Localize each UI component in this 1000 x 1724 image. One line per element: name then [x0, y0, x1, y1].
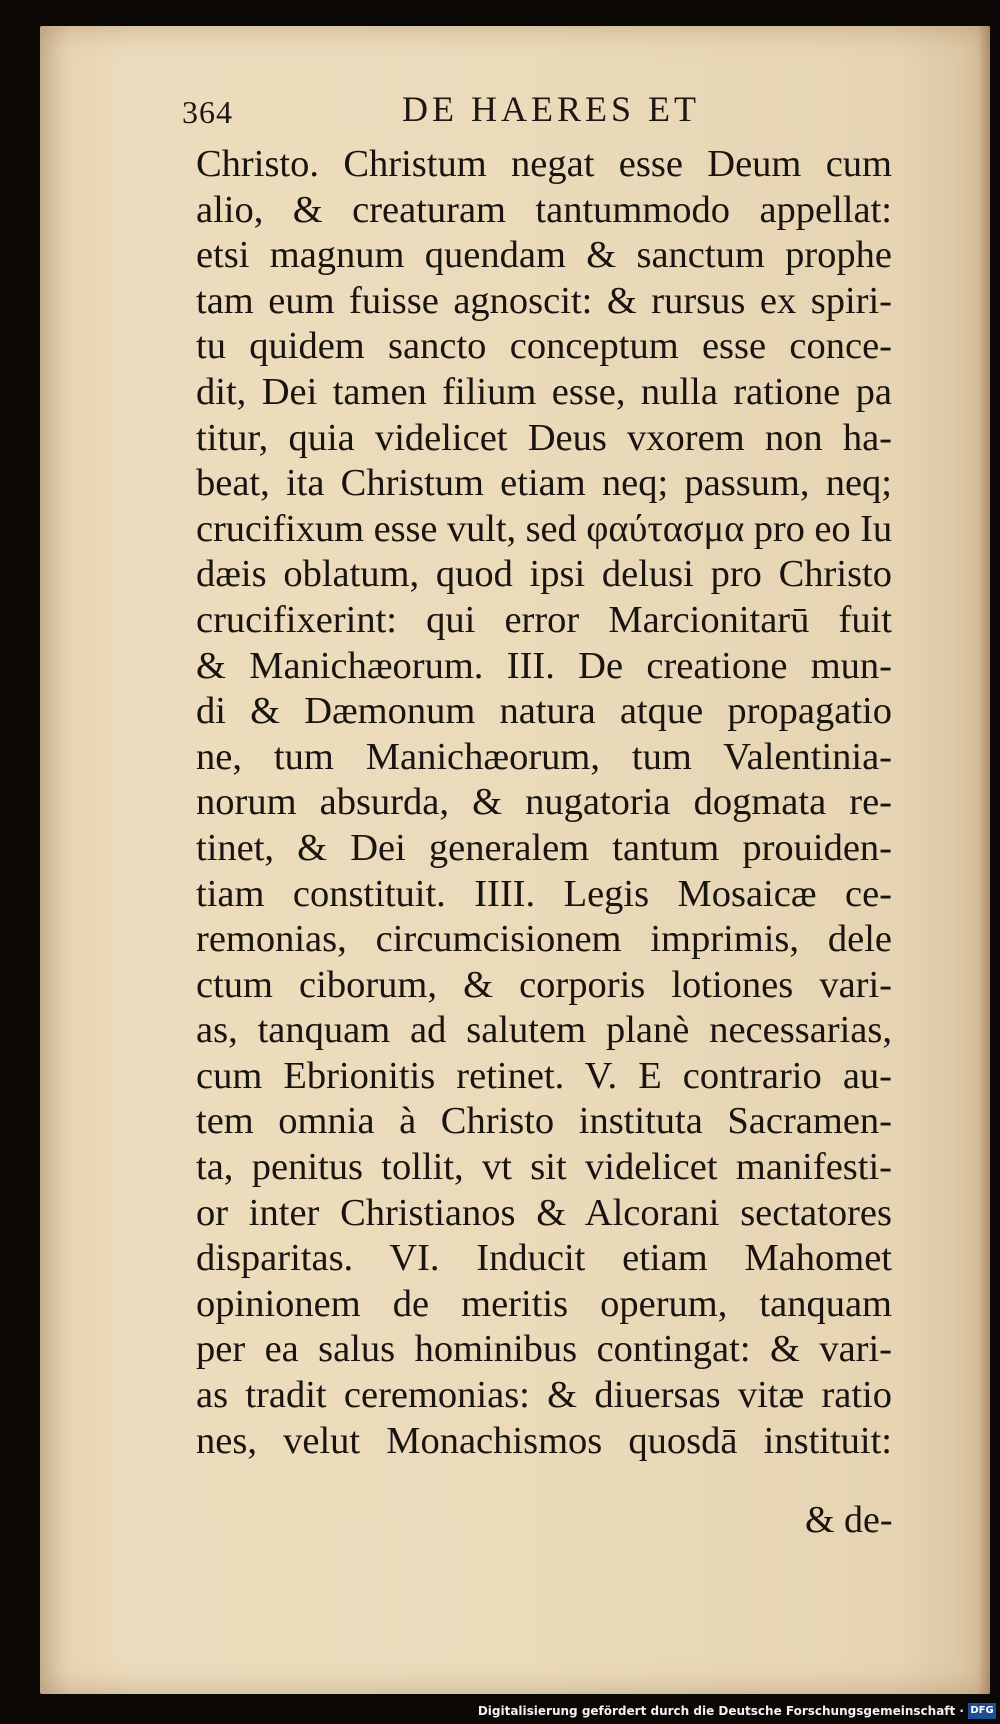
- text-line: tinet, & Dei generalem tantum prouiden-: [196, 826, 892, 869]
- text-line: tem omnia à Christo instituta Sacramen-: [196, 1100, 892, 1143]
- text-line: etsi magnum quendam & sanctum prophe: [196, 234, 892, 277]
- text-line: norum absurda, & nugatoria dogmata re-: [196, 781, 892, 824]
- text-line: ta, penitus tollit, vt sit videlicet manifesti-: [196, 1146, 892, 1189]
- page-header: [182, 86, 742, 136]
- text-line: ctum ciborum, & corporis lotiones vari-: [196, 963, 892, 1006]
- text-line: crucifixum esse vult, sed φαύτασμα pro eo Iu: [196, 507, 892, 550]
- text-line: disparitas. VI. Inducit etiam Mahomet: [196, 1237, 892, 1280]
- text-line: dæis oblatum, quod ipsi delusi pro Christo: [196, 553, 892, 596]
- text-line: as, tanquam ad salutem planè necessarias,: [196, 1009, 892, 1052]
- page-number: 364: [182, 94, 233, 130]
- text-line: dit, Dei tamen filium esse, nulla ratione pa: [196, 370, 892, 413]
- text-line: beat, ita Christum etiam neq; passum, neq;: [196, 462, 892, 505]
- text-line: tu quidem sancto conceptum esse conce-: [196, 325, 892, 368]
- page-edge: [978, 26, 990, 1694]
- digitization-credit: Digitalisierung gefördert durch die Deutsche Forschungsgemeinschaft ·: [477, 1704, 964, 1718]
- running-head: DE HAERES ET: [402, 89, 700, 129]
- text-line: Christo. Christum negat esse Deum cum: [196, 143, 892, 185]
- body-text: [196, 142, 892, 1464]
- text-line: alio, & creaturam tantummodo appellat:: [196, 188, 892, 231]
- text-line: ne, tum Manichæorum, tum Valentinia-: [196, 735, 892, 778]
- text-line: per ea salus hominibus contingat: & vari-: [196, 1328, 892, 1371]
- text-line: crucifixerint: qui error Marcionitarū fuit: [196, 598, 892, 641]
- text-line: remonias, circumcisionem imprimis, dele: [196, 918, 892, 961]
- text-line: nes, velut Monachismos quosdā instituit:: [196, 1419, 892, 1462]
- text-line: tam eum fuisse agnoscit: & rursus ex spiri-: [196, 279, 892, 322]
- catchword: & de-: [805, 1499, 893, 1541]
- text-line: cum Ebrionitis retinet. V. E contrario au-: [196, 1054, 892, 1097]
- footer-bar: [0, 1700, 1000, 1724]
- dfg-logo: DFG: [968, 1703, 996, 1719]
- text-line: opinionem de meritis operum, tanquam: [196, 1282, 892, 1325]
- text-line: as tradit ceremonias: & diuersas vitæ ratio: [196, 1374, 892, 1417]
- text-line: or inter Christianos & Alcorani sectatores: [196, 1191, 892, 1234]
- text-line: & Manichæorum. III. De creatione mun-: [196, 644, 892, 687]
- text-line: titur, quia videlicet Deus vxorem non ha-: [196, 416, 892, 459]
- text-line: tiam constituit. IIII. Legis Mosaicæ ce-: [196, 872, 892, 915]
- text-line: di & Dæmonum natura atque propagatio: [196, 690, 892, 733]
